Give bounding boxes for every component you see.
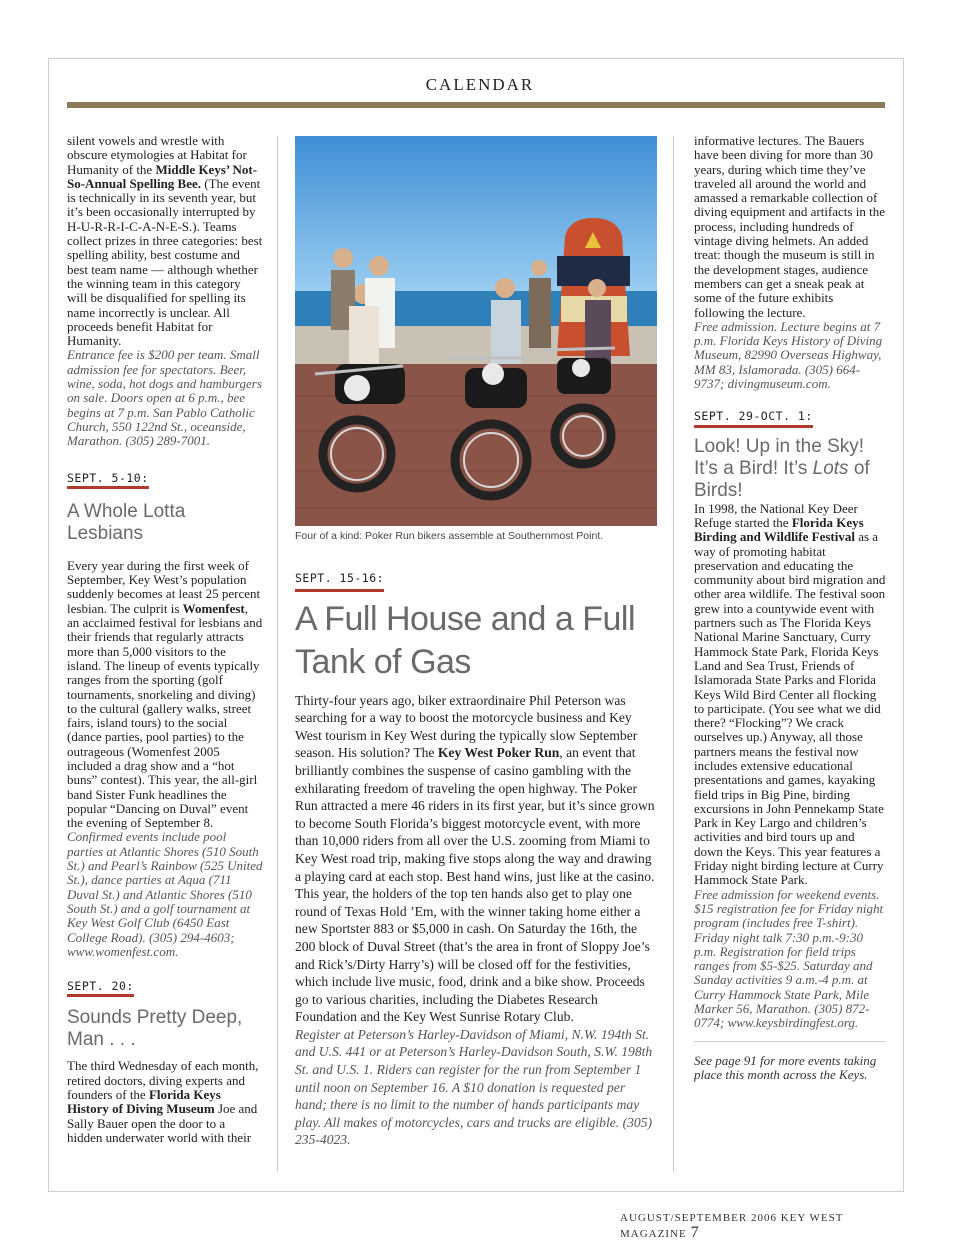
intro-text: silent vowels and wrestle with obscure etymologies at Habitat for Humanity of the Middle Keys’ Not-So-Annual Spelling Bee. (The event is technically in its seventh year, but it’s been occasionally interrupted by H-U-R-R-I-C-A-N-E-S.). Teams collect prizes in three categories: best spelling ability, best costume and best team name — although whether the winning team in this category will be disqualified for spelling its name incorrectly is unclear. All proceeds benefit Habitat for Humanity. [67, 133, 263, 349]
top-rule [67, 102, 885, 108]
column-center [295, 569, 657, 1149]
headline-poker-run: A Full House and a Full Tank of Gas [295, 599, 636, 681]
page-footer [620, 1212, 910, 1242]
section-label: CALENDAR [425, 75, 535, 94]
headline-birding-a: Look! Up in the Sky! It’s a Bird! It’s [694, 435, 865, 479]
column-left [67, 134, 263, 1145]
event-date-diving: SEPT. 20: [67, 979, 134, 997]
headline-birding [694, 436, 886, 502]
note-divider [694, 1031, 886, 1042]
photo-caption: Four of a kind: Poker Run bikers assemble at Southernmost Point. [295, 530, 604, 542]
headline-diving: Sounds Pretty Deep, Man . . . [67, 1007, 243, 1051]
diving-continued: informative lectures. The Bauers have been diving for more than 30 years, during which time they’ve traveled all around the world and amassed a remarkable collection of diving equipment and artifacts in the process, including hundreds of vintage diving helmets. An added treat: though the museum is still in the development stages, audience members can get a sneak peak at some of the future exhibits following the lecture. [694, 133, 885, 320]
headline-birding-c: of Birds! [694, 457, 870, 501]
birding-info: Free admission for weekend events. $15 registration fee for Friday night program (includes free T-shirt). Friday night talk 7:30 p.m.-9:30 p.m. Registration for field trips ranges from $5-$25. Saturday and Sunday activities 9 a.m.-4 p.m. at Curry Hammock State Park, Mile Marker 56, Marathon. (305) 872-0774; www.keysbirdingfest.org. [694, 886, 884, 1031]
footer-text: AUGUST/SEPTEMBER 2006 KEY WEST MAGAZINE [620, 1212, 844, 1240]
poker-run-photo [295, 136, 657, 526]
see-page-note: See page 91 for more events taking place this month across the Keys. [694, 1052, 877, 1082]
womenfest-body: Every year during the first week of September, Key West’s population suddenly becomes at least 25 percent lesbian. The culprit is Womenfest, an acclaimed festival for lesbians and their friends that regularly attracts more than 5,000 visitors to the island. The lineup of events typically ranges from the sporting (golf tournaments, snorkeling and diving) to the cultural (gallery walks, street fairs, island tours) to the social (dance parties, pool parties) to the outrageous (Womenfest 2005 included a drag show and a “hot buns” contest). This year, the all-girl band Sister Funk headlines the popular “Dancing on Duval” event the evening of September 8. [67, 557, 263, 831]
event-date-poker-run: SEPT. 15-16: [295, 570, 384, 592]
page-number: 7 [690, 1224, 699, 1241]
event-date-womenfest: SEPT. 5-10: [67, 471, 149, 489]
column-right [694, 134, 886, 1082]
headline-birding-b: Lots [812, 457, 849, 479]
diving-info: Free admission. Lecture begins at 7 p.m. Florida Keys History of Diving Museum, 82990 Overseas Highway, MM 83, Islamorada. (305) 664-9737; divingmuseum.com. [694, 318, 883, 392]
column-divider-right [673, 136, 674, 1172]
intro-info: Entrance fee is $200 per team. Small admission fee for spectators. Beer, wine, soda, hot dogs and hamburgers on sale. Doors open at 6 p.m., bee begins at 7 p.m. San Pablo Catholic Church, 550 122nd St., oceanside, Marathon. (305) 289-7001. [67, 347, 262, 449]
event-date-birding: SEPT. 29-OCT. 1: [694, 409, 813, 427]
womenfest-info: Confirmed events include pool parties at Atlantic Shores (510 South St.) and Pearl’s Rainbow (525 United St.), dance parties at Aqua (711 Duval St.) and Atlantic Shores (510 South St.) and a golf tournament at Key West Golf Club (6450 East College Road). (305) 294-4603; www.womenfest.com. [67, 829, 263, 959]
diving-body: The third Wednesday of each month, retired doctors, diving experts and founders of the Florida Keys History of Diving Museum Joe and Sally Bauer open the door to a hidden underwater world with their [67, 1058, 259, 1145]
birding-body: In 1998, the National Key Deer Refuge started the Florida Keys Birding and Wildlife Festival as a way of promoting habitat preservation and educating the community about bird migration and other area wildlife. The festival soon grew into a countywide event with partners such as The Florida Keys National Marine Sanctuary, Curry Hammock State Park, Florida Keys Land and Sea Trust, Friends of Islamorada State Parks and Florida Keys Wild Bird Center all flocking to participate. (You see what we did there? “Flocking”? We crack ourselves up.) Anyway, all those partners means the festival now includes extensive educational presentations and games, kayaking field trips in Big Pine, birding excursions in John Pennekamp State Park in Key Largo and children’s activities and bird tours up and down the Keys. This year features a Friday night birding lecture at Curry Hammock State Park. [694, 500, 886, 888]
poker-run-info: Register at Peterson’s Harley-Davidson of Miami, N.W. 194th St. and U.S. 441 or at Peterson’s Harley-Davidson South, S.W. 198th St. and U.S. 1. Riders can register for the run from September 1 until noon on September 16. A $10 donation is requested per hand; there is no limit to the number of hands participants may play. All makes of motorcycles, cars and trucks are eligible. (305) 235-4023. [295, 1026, 653, 1148]
column-divider-left [277, 136, 278, 1172]
headline-womenfest: A Whole Lotta Lesbians [67, 500, 186, 544]
poker-run-body: Thirty-four years ago, biker extraordinaire Phil Peterson was searching for a way to boost the motorcycle business and Key West tourism in Key West during the typically slow September season. His solution? The Key West Poker Run, an event that brilliantly combines the suspense of casino gambling with the exhilarating freedom of traveling the open highway. The Poker Run attracted a mere 46 riders in its first year, but it’s since grown to become South Florida’s biggest motorcycle event, with more than 10,000 riders from all over the U.S. zooming from Miami to Key West road trip, making five stops along the way and drawing a playing card at each stop. Best hand wins, just like at the casino. This year, the holders of the top ten hands also get to play one round of Texas Hold ’Em, with the winner taking home either a new Sportster 883 or $5,000 in cash. On Saturday the 16th, the 200 block of Duval Street (that’s the area in front of Sloppy Joe’s and Rick’s/Dirty Harry’s) will be closed off for the festivities, which include live music, food, drink and a bike show. Proceeds go to various charities, including the Diabetes Research Foundation and the Key West Sunrise Rotary Club. [295, 692, 655, 1025]
